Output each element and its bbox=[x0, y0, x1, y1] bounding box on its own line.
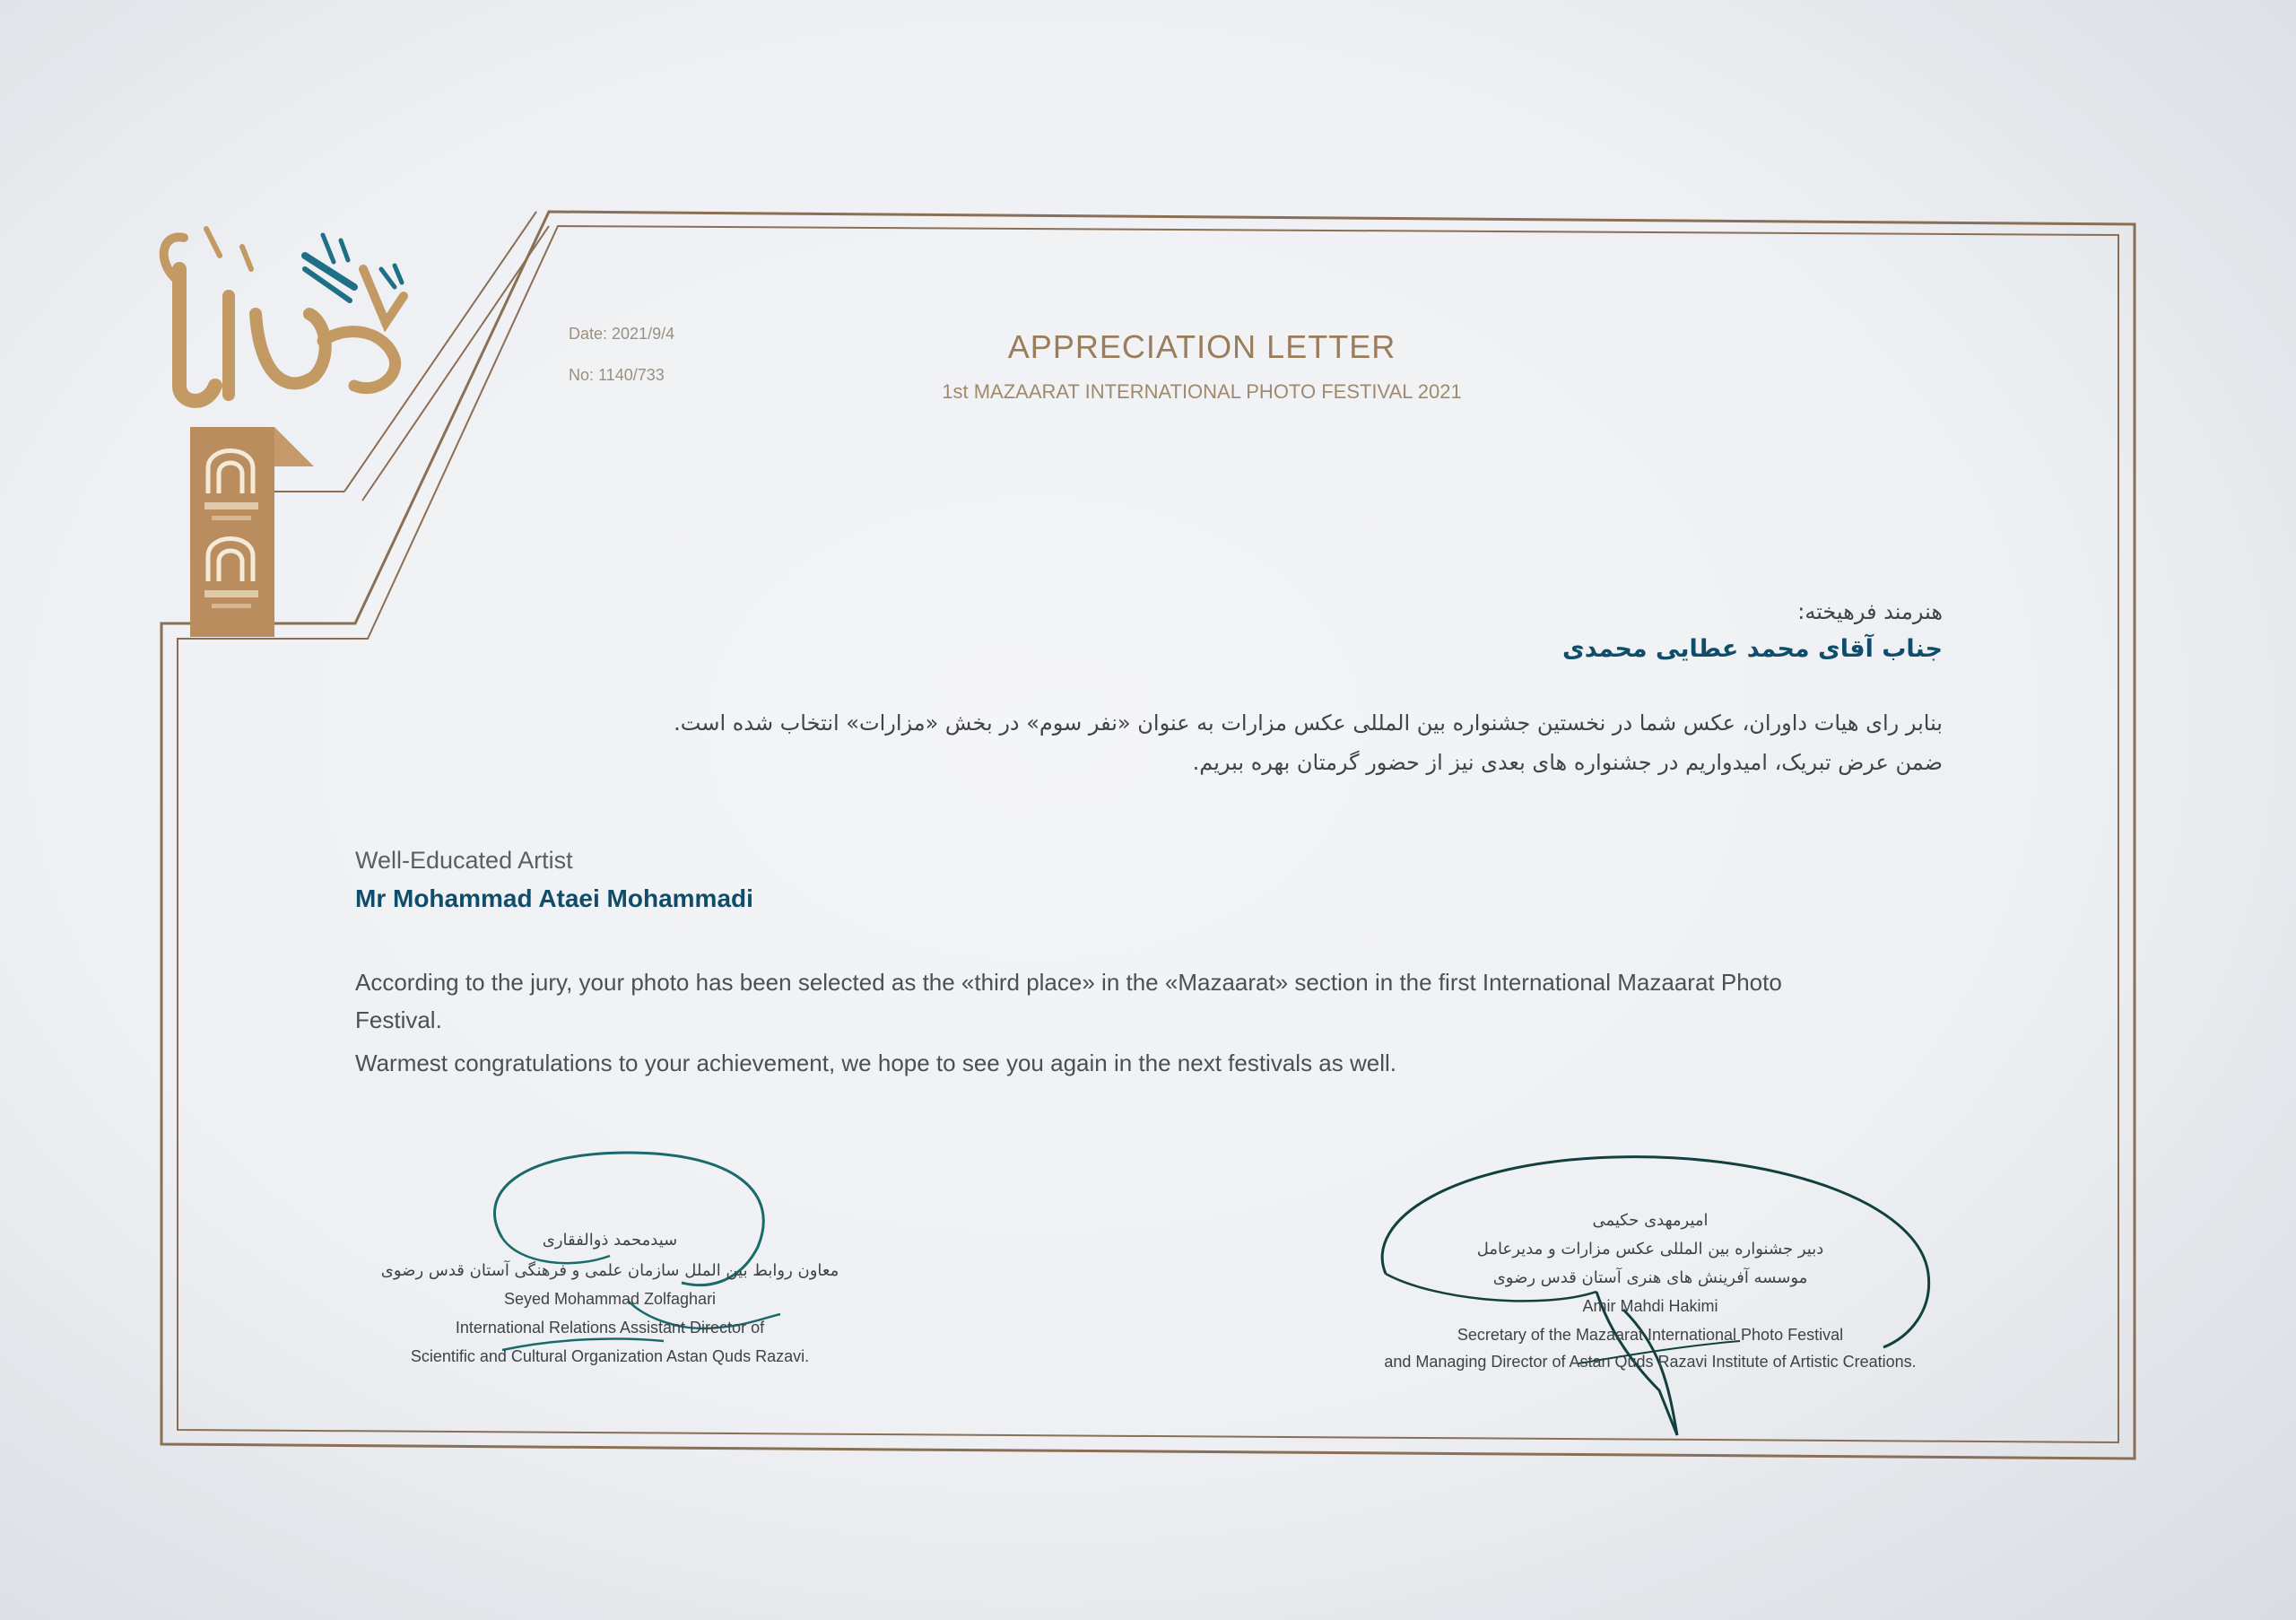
persian-salutation: هنرمند فرهیخته: bbox=[1797, 599, 1943, 624]
left-signatory-name-en: Seyed Mohammad Zolfaghari bbox=[503, 1290, 717, 1308]
english-body-line-2: Festival. bbox=[355, 1006, 442, 1033]
date-label: Date: 2021/9/4 bbox=[569, 325, 675, 343]
persian-body-line-1: بنابر رای هیات داوران، عکس شما در نخستین جشنواره بین المللی عکس مزارات به عنوان «نفر سوم» در بخش «مزارات» انتخاب شده است. bbox=[674, 710, 1943, 736]
persian-body-line-2: ضمن عرض تبریک، امیدواریم در جشنواره های بعدی نیز از حضور گرمتان بهره ببریم. bbox=[1192, 750, 1943, 775]
page-subtitle: 1st MAZAARAT INTERNATIONAL PHOTO FESTIVAL 2021 bbox=[942, 380, 1462, 403]
right-signatory-title-en-2: and Managing Director of Astan Quds Razavi Institute of Artistic Creations. bbox=[1384, 1353, 1917, 1371]
english-recipient-name: Mr Mohammad Ataei Mohammadi bbox=[355, 884, 753, 912]
right-signatory-name-fa: امیرمهدی حکیمی bbox=[1592, 1211, 1709, 1230]
left-signatory-title-en-2: Scientific and Cultural Organization Astan Quds Razavi. bbox=[410, 1347, 810, 1365]
english-body-line-3: Warmest congratulations to your achievement, we hope to see you again in the next festivals as well. bbox=[355, 1050, 1396, 1076]
right-signatory-title-en-1: Secretary of the Mazaarat International Photo Festival bbox=[1457, 1326, 1844, 1344]
left-signatory-title-en-1: International Relations Assistant Director of bbox=[455, 1319, 765, 1337]
right-signatory-name-en: Amir Mahdi Hakimi bbox=[1582, 1297, 1718, 1315]
right-signature-scribble bbox=[1382, 1157, 1928, 1435]
reference-number: No: 1140/733 bbox=[569, 366, 665, 384]
english-salutation: Well-Educated Artist bbox=[355, 847, 573, 874]
persian-recipient-name: جناب آقای محمد عطایی محمدی bbox=[1562, 635, 1943, 663]
left-signatory-title-fa: معاون روابط بین الملل سازمان علمی و فرهنگی آستان قدس رضوی bbox=[380, 1261, 839, 1280]
page-title: APPRECIATION LETTER bbox=[1007, 328, 1396, 365]
mazaarat-logo bbox=[164, 229, 404, 637]
left-signatory-name-fa: سیدمحمد ذوالفقاری bbox=[542, 1231, 678, 1250]
right-signatory-title-fa-1: دبیر جشنواره بین المللی عکس مزارات و مدیرعامل bbox=[1476, 1240, 1824, 1259]
right-signatory-title-fa-2: موسسه آفرینش های هنری آستان قدس رضوی bbox=[1492, 1268, 1808, 1287]
english-body-line-1: According to the jury, your photo has been selected as the «third place» in the «Mazaarat» section in the first International Mazaarat Photo bbox=[355, 969, 1782, 996]
